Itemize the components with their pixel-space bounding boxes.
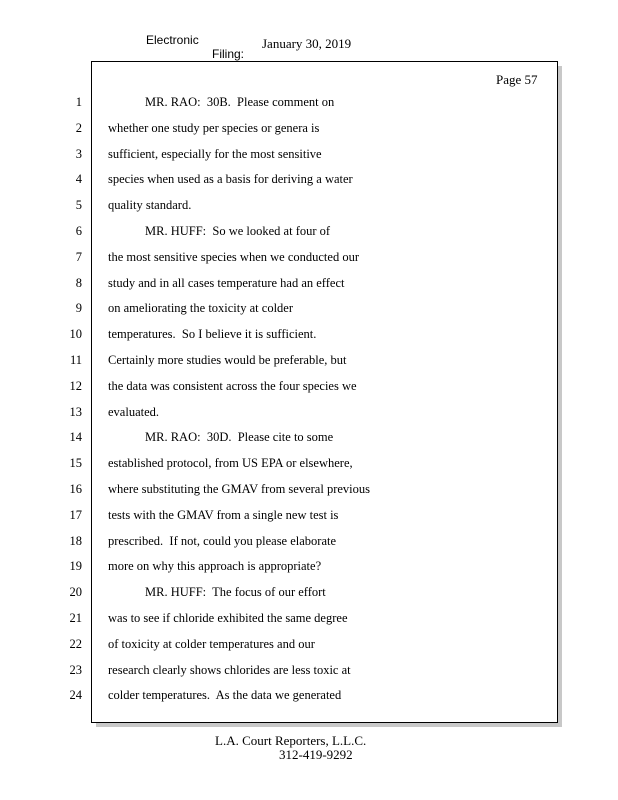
transcript-line: whether one study per species or genera is [108,120,320,135]
transcript-line: the data was consistent across the four species we [108,378,357,393]
transcript-line: the most sensitive species when we conducted our [108,249,359,264]
line-number: 2 [75,120,82,135]
transcript-line: where substituting the GMAV from several previous [108,481,370,496]
line-number: 24 [69,688,82,703]
transcript-line: MR. HUFF: The focus of our effort [145,585,326,600]
page-number: Page 57 [496,72,538,87]
stamp-word-filing: Filing: [212,47,245,61]
line-number: 20 [69,585,82,600]
transcript-line: MR. HUFF: So we looked at four of [145,223,331,238]
transcript-line: on ameliorating the toxicity at colder [108,301,294,316]
transcript-line: sufficient, especially for the most sensitive [108,146,322,161]
line-number: 23 [69,662,82,677]
stamp-word-electronic: Electronic [146,33,199,47]
line-number: 16 [69,481,82,496]
transcript-line: research clearly shows chlorides are less toxic at [108,662,351,677]
line-number: 15 [69,456,82,471]
transcript-text [108,92,370,711]
line-number: 12 [69,378,82,393]
line-number: 1 [75,95,82,109]
line-number: 22 [69,636,82,651]
line-number: 7 [75,249,82,264]
transcript-line: study and in all cases temperature had an effect [108,275,345,290]
transcript-line: species when used as a basis for deriving a water [108,172,353,187]
line-number: 19 [69,559,82,574]
transcript-line: tests with the GMAV from a single new test is [108,507,339,522]
transcript-line: MR. RAO: 30D. Please cite to some [145,430,334,445]
line-number: 4 [75,172,82,187]
transcript-line: evaluated. [108,404,160,419]
line-number: 13 [69,404,82,419]
line-number: 5 [75,198,82,213]
transcript-line: established protocol, from US EPA or elsewhere, [108,456,353,471]
transcript-line: quality standard. [108,198,192,213]
line-number: 3 [75,146,82,161]
line-number: 9 [75,301,82,316]
transcript-line: prescribed. If not, could you please elaborate [108,533,337,548]
line-number: 8 [75,275,82,290]
transcript-line: temperatures. So I believe it is sufficient. [108,327,317,342]
transcript-line: MR. RAO: 30B. Please comment on [145,95,335,109]
transcript-line: of toxicity at colder temperatures and our [108,636,315,651]
transcript-line: colder temperatures. As the data we generated [108,688,342,703]
transcript-line: more on why this approach is appropriate? [108,559,322,574]
transcript-line: was to see if chloride exhibited the same degree [108,610,348,625]
transcript-line: Certainly more studies would be preferable, but [108,352,347,367]
line-number: 6 [75,223,82,238]
line-number: 10 [69,327,82,342]
line-number: 11 [69,352,82,367]
line-numbers [62,92,82,711]
line-number: 21 [69,610,82,625]
footer-phone-number: 312-419-9292 [279,747,353,762]
line-number: 17 [69,507,82,522]
line-number: 18 [69,533,82,548]
filed-date: January 30, 2019 [262,36,352,51]
footer-company-name: L.A. Court Reporters, L.L.C. [215,733,367,748]
line-number: 14 [69,430,82,445]
